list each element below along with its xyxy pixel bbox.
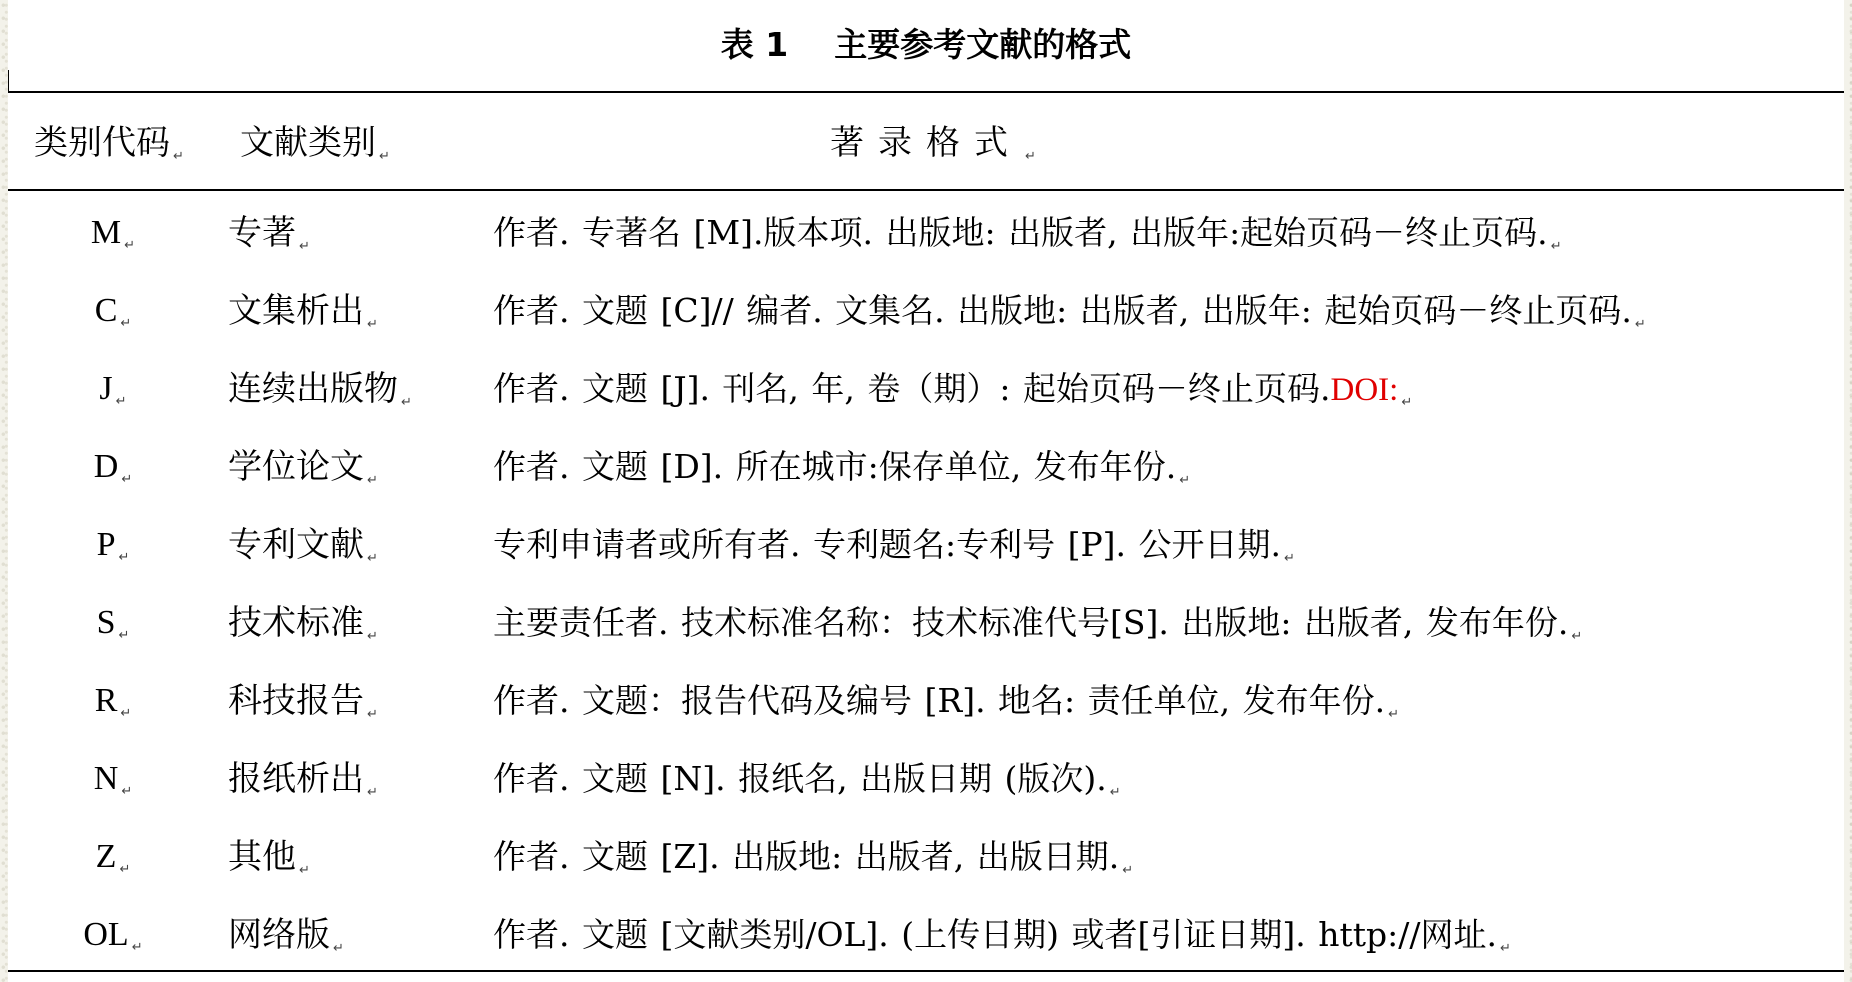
- document-category-cell: 报纸析出 ↵: [228, 759, 378, 800]
- document-category-cell: 其他 ↵: [228, 837, 310, 878]
- table-caption: 表 1 主要参考文献的格式: [720, 25, 1132, 64]
- paragraph-mark-icon: ↵: [120, 316, 132, 331]
- table-row: [8, 584, 1844, 662]
- document-category-cell: 技术标准 ↵: [228, 603, 378, 644]
- citation-format-cell: 作者. 文题：报告代码及编号 [R]. 地名: 责任单位, 发布年份. ↵: [493, 681, 1400, 722]
- paragraph-mark-icon: ↵: [367, 707, 378, 722]
- paragraph-mark-icon: ↵: [1109, 785, 1121, 800]
- paragraph-mark-icon: ↵: [124, 238, 136, 253]
- table-row: [8, 818, 1844, 896]
- table-row: [8, 350, 1844, 428]
- table-row: [8, 740, 1844, 818]
- citation-format-cell: 专利申请者或所有者. 专利题名:专利号 [P]. 公开日期. ↵: [493, 525, 1295, 566]
- paragraph-mark-icon: ↵: [367, 629, 378, 644]
- category-code-cell: J ↵: [99, 370, 127, 409]
- category-code-cell: R ↵: [94, 682, 132, 721]
- paragraph-mark-icon: ↵: [1122, 863, 1134, 878]
- paragraph-mark-icon: ↵: [1571, 629, 1583, 644]
- paragraph-mark-icon: ↵: [121, 472, 133, 487]
- paragraph-mark-icon: ↵: [379, 149, 390, 164]
- paragraph-mark-icon: ↵: [333, 941, 344, 956]
- paragraph-mark-icon: ↵: [1401, 395, 1413, 410]
- citation-format-cell: 作者. 专著名 [M].版本项. 出版地: 出版者, 出版年:起始页码－终止页码. ↵: [493, 213, 1562, 254]
- paragraph-mark-icon: ↵: [367, 785, 378, 800]
- citation-format-cell: 作者. 文题 [Z]. 出版地: 出版者, 出版日期. ↵: [493, 837, 1134, 878]
- category-code-cell: S ↵: [96, 604, 130, 643]
- citation-format-cell: 作者. 文题 [文献类别/OL]. (上传日期) 或者[引证日期]. http://网址. ↵: [493, 915, 1511, 956]
- table-corner-mark: [8, 70, 9, 92]
- paragraph-mark-icon: ↵: [1634, 317, 1646, 332]
- document-category-cell: 专利文献 ↵: [228, 525, 378, 566]
- paragraph-mark-icon: ↵: [367, 473, 378, 488]
- category-code-cell: Z ↵: [95, 838, 131, 877]
- category-code-cell: N ↵: [93, 760, 133, 799]
- paragraph-mark-icon: ↵: [299, 863, 310, 878]
- category-code-cell: D ↵: [93, 448, 133, 487]
- citation-format-cell: 作者. 文题 [D]. 所在城市:保存单位, 发布年份. ↵: [493, 447, 1191, 488]
- paragraph-mark-icon: ↵: [118, 628, 130, 643]
- citation-format-cell: 作者. 文题 [C]// 编者. 文集名. 出版地: 出版者, 出版年: 起始页码－终止页码. ↵: [493, 291, 1646, 332]
- paragraph-mark-icon: ↵: [118, 550, 130, 565]
- category-code-cell: M ↵: [90, 214, 136, 253]
- category-code-cell: OL ↵: [83, 916, 143, 955]
- header-document-category: 文献类别 ↵: [240, 123, 390, 164]
- document-category-cell: 专著 ↵: [228, 213, 310, 254]
- table-header-rule: [8, 189, 1844, 191]
- paragraph-mark-icon: ↵: [119, 862, 131, 877]
- paragraph-mark-icon: ↵: [131, 940, 143, 955]
- paragraph-mark-icon: ↵: [367, 551, 378, 566]
- citation-format-cell: 作者. 文题 [J]. 刊名, 年, 卷（期）: 起始页码－终止页码.DOI: ↵: [493, 369, 1413, 410]
- table-row: [8, 506, 1844, 584]
- category-code-cell: P ↵: [96, 526, 130, 565]
- paragraph-mark-icon: ↵: [115, 394, 127, 409]
- document-category-cell: 连续出版物 ↵: [228, 369, 412, 410]
- paragraph-mark-icon: ↵: [1284, 551, 1295, 566]
- paragraph-mark-icon: ↵: [1025, 149, 1036, 164]
- document-category-cell: 网络版 ↵: [228, 915, 344, 956]
- paragraph-mark-icon: ↵: [299, 239, 310, 254]
- document-category-cell: 科技报告 ↵: [228, 681, 378, 722]
- table-row: [8, 194, 1844, 272]
- citation-format-cell: 作者. 文题 [N]. 报纸名, 出版日期 (版次). ↵: [493, 759, 1121, 800]
- paragraph-mark-icon: ↵: [120, 706, 132, 721]
- paragraph-mark-icon: ↵: [401, 395, 412, 410]
- paragraph-mark-icon: ↵: [1179, 473, 1191, 488]
- table-row: [8, 896, 1844, 974]
- table-row: [8, 272, 1844, 350]
- table-bottom-rule: [8, 970, 1844, 972]
- table-top-rule: [8, 91, 1844, 93]
- paragraph-mark-icon: ↵: [367, 317, 378, 332]
- paragraph-mark-icon: ↵: [1500, 941, 1511, 956]
- header-category-code: 类别代码 ↵: [34, 123, 184, 164]
- paragraph-mark-icon: ↵: [1388, 707, 1400, 722]
- paragraph-mark-icon: ↵: [121, 784, 133, 799]
- doi-label: DOI:: [1330, 372, 1399, 408]
- document-category-cell: 学位论文 ↵: [228, 447, 378, 488]
- table-row: [8, 428, 1844, 506]
- document-page: [8, 0, 1844, 982]
- header-citation-format: 著录格式 ↵: [830, 123, 1036, 164]
- paragraph-mark-icon: ↵: [1550, 239, 1562, 254]
- category-code-cell: C ↵: [94, 292, 132, 331]
- citation-format-cell: 主要责任者. 技术标准名称：技术标准代号[S]. 出版地: 出版者, 发布年份. ↵: [493, 603, 1583, 644]
- paragraph-mark-icon: ↵: [173, 149, 184, 164]
- document-category-cell: 文集析出 ↵: [228, 291, 378, 332]
- table-row: [8, 662, 1844, 740]
